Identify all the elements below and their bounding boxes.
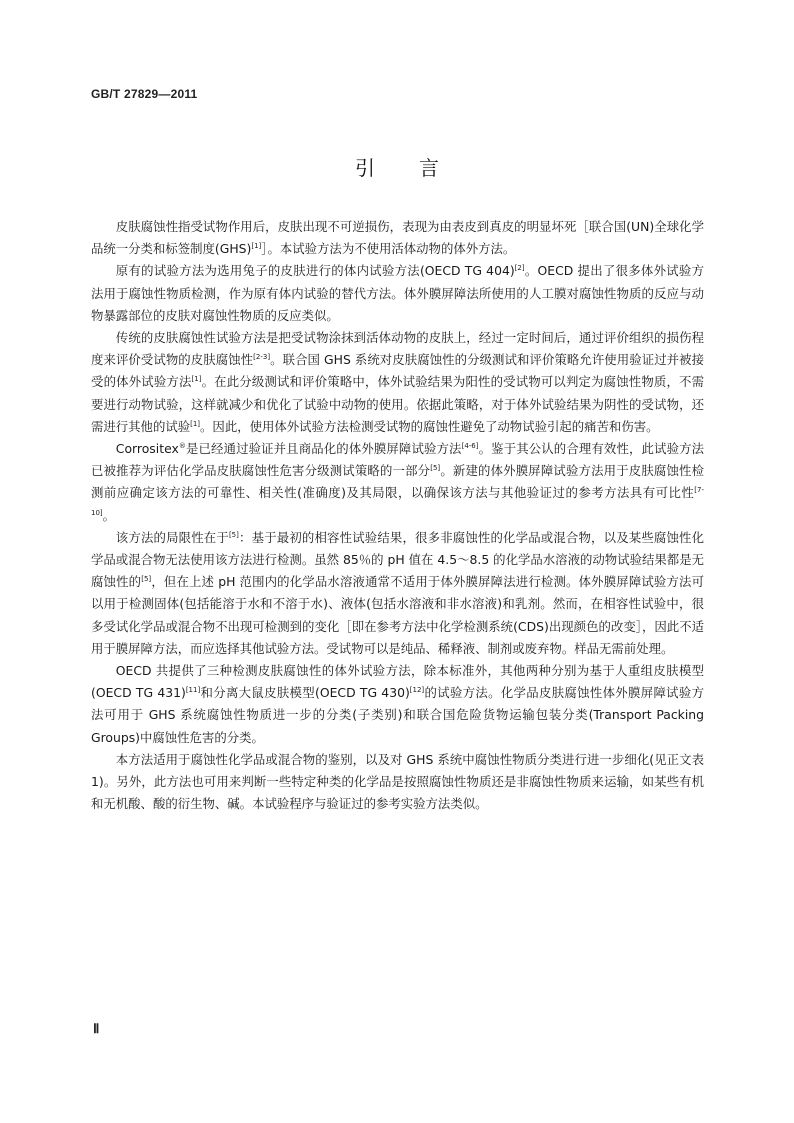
paragraph bbox=[91, 438, 704, 527]
paragraph-text: 。 bbox=[102, 507, 116, 523]
paragraph-text: 。OECD 提出了很多体外试验方法用于腐蚀性物质检测，作为原有体内试验的替代方法。体外膜屏障法所使用的人工膜对腐蚀性物质的反应与动物暴露部位的皮肤对腐蚀性物质的反应类似。 bbox=[91, 263, 704, 323]
citation-ref: [5] bbox=[430, 464, 441, 473]
paragraph-text: 。鉴于其公认的合理有效性，此试验方法已被推荐为评估化学品皮肤腐蚀性危害分级测试策略的一部分 bbox=[91, 441, 705, 479]
paragraph-text: 传统的皮肤腐蚀性试验方法是把受试物涂抹到活体动物的皮肤上，经过一定时间后，通过评价组织的损伤程度来评价受试物的皮肤腐蚀性 bbox=[91, 330, 704, 368]
citation-ref: [2] bbox=[514, 264, 525, 273]
citation-ref: [5] bbox=[228, 530, 239, 539]
paragraph-text: 。联合国 GHS 系统对皮肤腐蚀性的分级测试和评价策略允许使用验证过并被接受的体外试验方法 bbox=[91, 352, 705, 390]
paragraph-text: 。新建的体外膜屏障试验方法用于皮肤腐蚀性检测前应确定该方法的可靠性、相关性(准确度)及其局限，以确保该方法与其他验证过的参考方法具有可比性 bbox=[91, 463, 705, 501]
citation-ref: [4-6] bbox=[461, 442, 479, 451]
paragraph-text: ］。本试验方法为不使用活体动物的体外方法。 bbox=[261, 241, 516, 257]
paragraph-text: 。在此分级测试和评价策略中，体外试验结果为阳性的受试物可以判定为腐蚀性物质，不需要进行动物试验，这样就减少和优化了试验中动物的使用。依据此策略，对于体外试验结果为阴性的受试物，还需进行其他的试验 bbox=[91, 374, 705, 434]
paragraph-text: 的试验方法。化学品皮肤腐蚀性体外膜屏障试验方法可用于 GHS 系统腐蚀性物质进一步的分类(子类别)和联合国危险货物运输包装分类(Transport Packing Groups)中腐蚀性危害的分类。 bbox=[91, 685, 705, 745]
citation-ref: [1] bbox=[251, 242, 262, 251]
paragraph-text: 本方法适用于腐蚀性化学品或混合物的鉴别，以及对 GHS 系统中腐蚀性物质分类进行进一步细化(见正文表 1)。另外，此方法也可用来判断一些特定种类的化学品是按照腐蚀性物质还是非腐蚀性物质来运输，如某些有机和无机酸、酸的衍生物、碱。本试验程序与验证过的参考实验方法类似。 bbox=[91, 751, 704, 812]
paragraph-text: 皮肤腐蚀性指受试物作用后，皮肤出现不可逆损伤，表现为由表皮到真皮的明显坏死［联合国(UN)全球化学品统一分类和标签制度(GHS) bbox=[91, 219, 704, 257]
paragraph-text: 和分离大鼠皮肤模型(OECD TG 430) bbox=[200, 685, 410, 701]
paragraph-text: ，但在上述 pH 范围内的化学品水溶液通常不适用于体外膜屏障法进行检测。体外膜屏障试验方法可以用于检测固体(包括能溶于水和不溶于水)、液体(包括水溶液和非水溶液)和乳剂。然而，在相容性试验中，很多受试化学品或混合物不出现可检测到的变化［即在参考方法中化学检测系统(CDS)出现颜色的改变］，因此不适用于膜屏障方法，而应选择其他试验方法。受试物可以是纯品、稀释液、制剂或废弃物。样品无需前处理。 bbox=[91, 574, 704, 656]
citation-ref: [2-3] bbox=[253, 353, 271, 362]
citation-ref: ® bbox=[178, 442, 186, 451]
citation-ref: [12] bbox=[409, 686, 425, 695]
paragraph bbox=[91, 260, 704, 327]
body-text bbox=[91, 216, 704, 815]
paragraph bbox=[91, 216, 704, 260]
document-code: GB/T 27829—2011 bbox=[91, 87, 198, 101]
paragraph-text: 该方法的局限性在于 bbox=[115, 529, 229, 545]
paragraph-text: 原有的试验方法为选用兔子的皮肤进行的体内试验方法(OECD TG 404) bbox=[115, 263, 515, 279]
citation-ref: [1] bbox=[190, 419, 201, 428]
paragraph-text: 是已经通过验证并且商品化的体外膜屏障试验方法 bbox=[185, 441, 462, 457]
paragraph-text: ：基于最初的相容性试验结果，很多非腐蚀性的化学品或混合物，以及某些腐蚀性化学品或混合物无法使用该方法进行检测。虽然 85％的 pH 值在 4.5～8.5 的化学品水溶液的动物试验结果都是无腐蚀性的 bbox=[91, 529, 705, 590]
section-title: 引言 bbox=[355, 156, 483, 180]
paragraph bbox=[91, 327, 704, 438]
paragraph bbox=[91, 660, 704, 749]
citation-ref: [11] bbox=[185, 686, 201, 695]
citation-ref: [1] bbox=[191, 375, 202, 384]
paragraph bbox=[91, 749, 704, 816]
paragraph-text: OECD 共提供了三种检测皮肤腐蚀性的体外试验方法，除本标准外，其他两种分别为基于人重组皮肤模型(OECD TG 431) bbox=[91, 663, 704, 701]
paragraph bbox=[91, 527, 704, 660]
page-number: Ⅱ bbox=[93, 1021, 100, 1036]
paragraph-text: 。因此，使用体外试验方法检测受试物的腐蚀性避免了动物试验引起的痛苦和伤害。 bbox=[200, 418, 659, 434]
citation-ref: [5] bbox=[141, 575, 152, 584]
paragraph-text: Corrositex bbox=[115, 441, 179, 457]
citation-ref: [7-10] bbox=[91, 486, 704, 517]
